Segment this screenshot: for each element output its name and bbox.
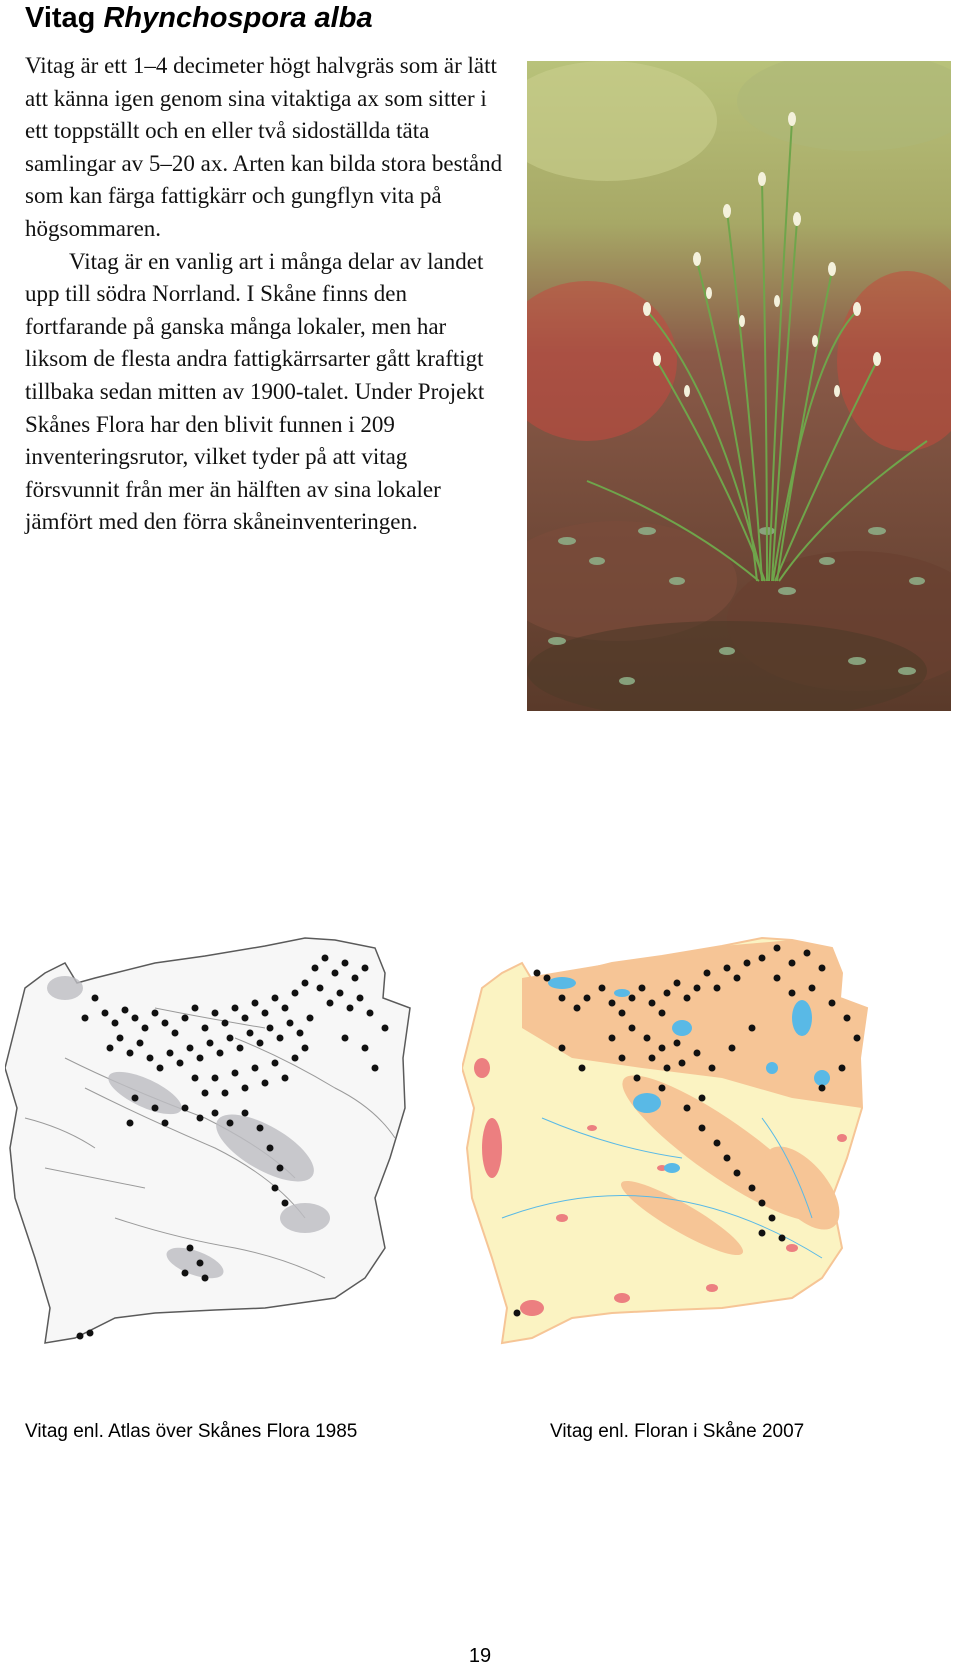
map-1985-svg xyxy=(5,918,442,1378)
paragraph-2: Vitag är en vanlig art i många delar av landet upp till södra Norrland. I Skåne finns den fortfarande på ganska många lokaler, men har liksom de flesta andra fattigkärrsarter gått kraftigt tillbaka sedan mitten av 1900-talet. Under Projekt Skånes Flora har den blivit funnen i 209 inventeringsrutor, vilket tyder på att vitag försvunnit från mer än hälften av sina lokaler jämfört med den förra skåneinventeringen. xyxy=(25,248,485,535)
page-title xyxy=(25,2,373,35)
distribution-map-1985 xyxy=(5,918,442,1378)
map-1985-caption: Vitag enl. Atlas över Skånes Flora 1985 xyxy=(25,1421,358,1442)
paragraph-1: Vitag är ett 1–4 decimeter högt halvgräs som är lätt att känna igen genom sina vitaktiga ax som sitter i ett toppställt och en eller två sidoställda täta samlingar av 5–20 ax. Arten kan bilda stora bestånd som kan färga fattigkärr och gungflyn vita på högsommaren. xyxy=(25,53,503,241)
map-2007-svg xyxy=(462,918,924,1378)
page-number: 19 xyxy=(468,1645,492,1667)
species-description xyxy=(25,50,505,539)
species-common-name: Vitag xyxy=(25,2,96,34)
rhynchospora-alba-photo xyxy=(527,61,951,711)
species-latin-name: Rhynchospora alba xyxy=(103,2,373,34)
map-2007-caption: Vitag enl. Floran i Skåne 2007 xyxy=(550,1421,805,1442)
distribution-map-2007 xyxy=(462,918,924,1378)
photo-illustration xyxy=(527,61,951,711)
